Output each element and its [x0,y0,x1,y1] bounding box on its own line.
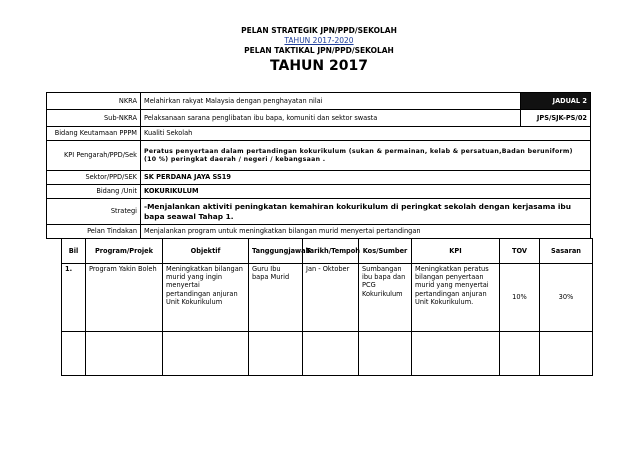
col-header-tarikh: Tarikh/Tempoh [303,239,359,264]
col-header-kos: Kos/Sumber [359,239,412,264]
kpi-label: KPI Pengarah/PPD/Sek [47,141,141,171]
empty-cell [86,332,163,376]
col-header-program: Program/Projek [86,239,163,264]
subnkra-value: Pelaksanaan sarana penglibatan ibu bapa, komuniti dan sektor swasta [141,110,521,127]
col-header-bil: Bil [62,239,86,264]
empty-cell [412,332,500,376]
empty-cell [359,332,412,376]
plan-years-link[interactable]: TAHUN 2017-2020 [284,36,354,45]
info-row-sektor [47,171,591,185]
empty-cell [500,332,540,376]
row1-kpi: Meningkatkan peratus bilangan penyertaan murid yang menyertai pertandingan anjuran Unit Kokurikulum. [412,264,500,332]
document-code: JPS/SJK-PS/02 [521,110,591,127]
col-header-tov: TOV [500,239,540,264]
row1-kos: Sumbangan ibu bapa dan PCG Kokurikulum [359,264,412,332]
plan-title-tactical: PELAN TAKTIKAL JPN/PPD/SEKOLAH [244,46,394,55]
jadual-badge: JADUAL 2 [521,93,591,110]
info-row-bidang [47,127,591,141]
info-row-kpi [47,141,591,171]
row1-tarikh: Jan - Oktober [303,264,359,332]
col-header-sasaran: Sasaran [540,239,593,264]
empty-cell [303,332,359,376]
row1-sasaran: 30% [540,264,593,332]
plan-table [61,238,593,376]
sektor-value: SK PERDANA JAYA SS19 [141,171,591,185]
unit-value: KOKURIKULUM [141,185,591,199]
empty-cell [540,332,593,376]
empty-cell [62,332,86,376]
row1-objektif: Meningkatkan bilangan murid yang ingin menyertai pertandingan anjuran Unit Kokurikulum [163,264,249,332]
strategi-label: Strategi [47,199,141,225]
col-header-kpi: KPI [412,239,500,264]
strategi-value: -Menjalankan aktiviti peningkatan kemahiran kokurikulum di peringkat sekolah dengan kerjasama ibu bapa seawal Tahap 1. [141,199,591,225]
info-row-subnkra [47,110,591,127]
row1-bil: 1. [62,264,86,332]
unit-label: Bidang /Unit [47,185,141,199]
nkra-value: Melahirkan rakyat Malaysia dengan penghayatan nilai [141,93,521,110]
plan-table-header [62,239,593,264]
empty-cell [163,332,249,376]
col-header-tanggungjawab: Tanggungjawab [249,239,303,264]
pelan-value: Menjalankan program untuk meningkatkan bilangan murid menyertai pertandingan [141,225,591,239]
table-row [62,264,593,332]
pelan-label: Pelan Tindakan [47,225,141,239]
plan-year-heading: TAHUN 2017 [270,58,368,74]
info-row-unit [47,185,591,199]
row1-program: Program Yakin Boleh [86,264,163,332]
kpi-value: Peratus penyertaan dalam pertandingan kokurikulum (sukan & permainan, kelab & persatuan,Badan beruniform) (10 %) peringkat daerah / negeri / kebangsaan . [141,141,591,171]
plan-title-strategic: PELAN STRATEGIK JPN/PPD/SEKOLAH [241,26,397,35]
table-row-empty [62,332,593,376]
nkra-label: NKRA [47,93,141,110]
col-header-objektif: Objektif [163,239,249,264]
info-row-pelan [47,225,591,239]
info-row-strategi [47,199,591,225]
sektor-label: Sektor/PPD/SEK [47,171,141,185]
row1-tanggungjawab: Guru Ibu bapa Murid [249,264,303,332]
info-table [46,92,591,239]
info-row-nkra [47,93,591,110]
row1-tov: 10% [500,264,540,332]
bidang-value: Kualiti Sekolah [141,127,591,141]
bidang-label: Bidang Keutamaan PPPM [47,127,141,141]
subnkra-label: Sub-NKRA [47,110,141,127]
empty-cell [249,332,303,376]
